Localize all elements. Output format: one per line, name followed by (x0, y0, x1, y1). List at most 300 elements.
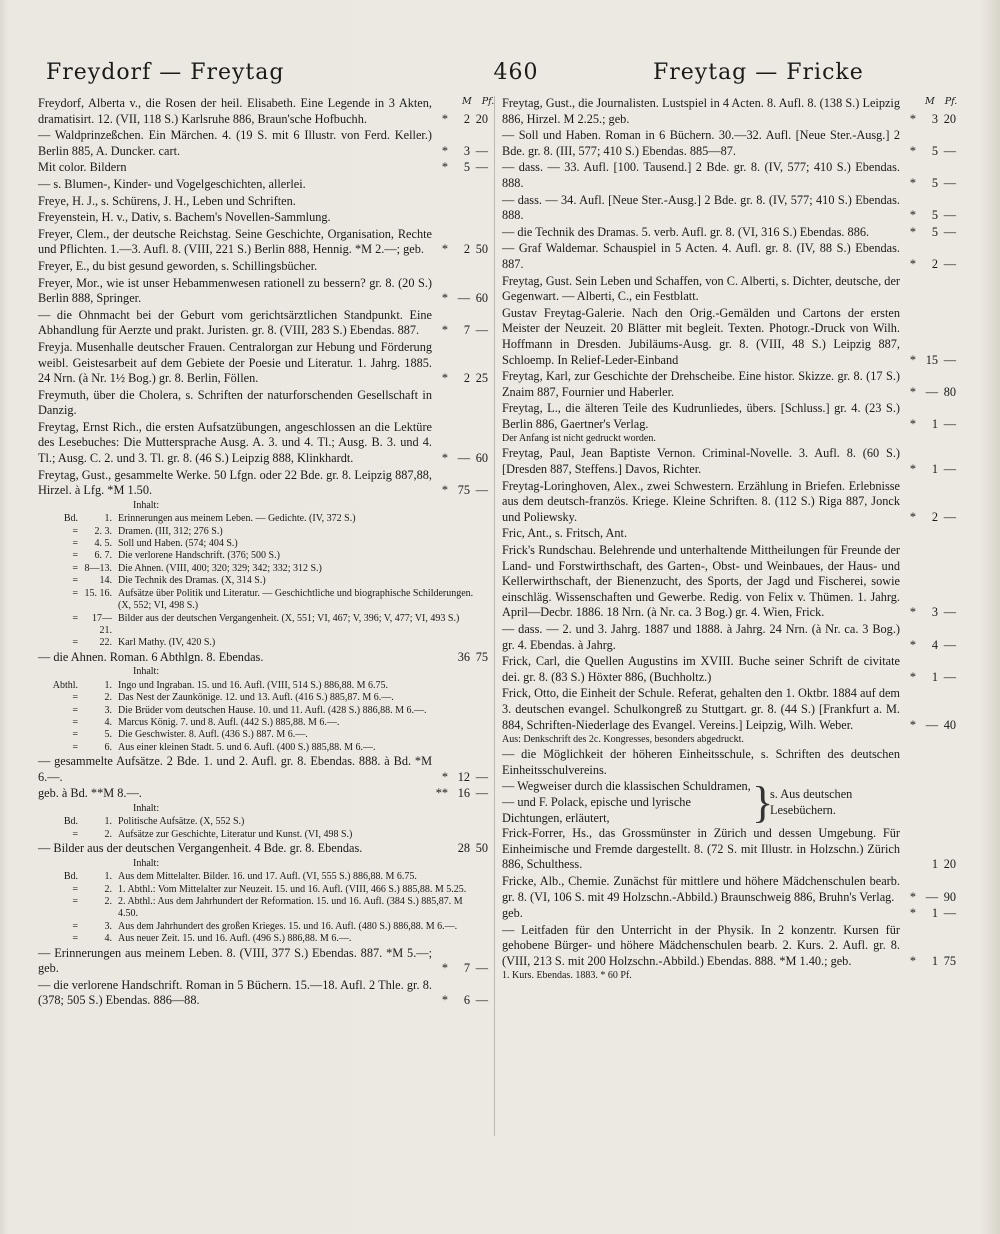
running-header (36, 60, 964, 96)
entry-text: Freytag, Karl, zur Geschichte der Drehscheibe. Eine histor. Skizze. gr. 8. (17 S.) Znaim 887, Fournier und Haberler. (502, 369, 900, 399)
entry-text: Freytag, Gust., die Journalisten. Lustspiel in 4 Acten. 8. Aufl. 8. (138 S.) Leipzig 886, Hirzel. M 2.25.; geb. (502, 96, 900, 126)
entry-price-mark: 75 (457, 483, 470, 498)
contents-number: 4. (104, 716, 112, 728)
entry-text: Frick, Carl, die Quellen Augustins im XVIII. Buche seiner Schrift de civitate dei. gr. 8. (83 S.) Höxter 886, (Buchholtz.) (502, 654, 900, 684)
entry-price-pf: — (943, 416, 956, 431)
contents-number: 2. (104, 828, 112, 840)
entry-price-pf: — (943, 605, 956, 620)
catalog-entry (38, 946, 488, 977)
entry-price-mark: 15 (925, 352, 938, 367)
entry-text: Freytag-Loringhoven, Alex., zwei Schwestern. Erzählung in Briefen. Erlebnisse aus dem deutsch-französ. Kriege. Kleine Schriften. 8. (112 S.) Riga 887, Jonck und Poliewsky. (502, 478, 900, 524)
entry-price-pf: — (475, 143, 488, 158)
contents-label: Inhalt: (133, 802, 160, 814)
brace-item: — und F. Polack, epische und lyrische Dichtungen, erläutert, (502, 794, 691, 825)
contents-title: Die Ahnen. (VIII, 400; 320; 329; 342; 332; 312 S.) (118, 562, 322, 574)
header-left: Freydorf — Freytag (46, 60, 285, 85)
catalog-entry (502, 225, 956, 241)
contents-volume: = (72, 741, 78, 753)
entry-text: Freyer, Clem., der deutsche Reichstag. Seine Geschichte, Organisation, Rechte und Pflichten. 1.—3. Aufl. 8. (VIII, 221 S.) Berlin 888, Hennig. *M 2.—; geb. (38, 226, 432, 257)
contents-volume: = (72, 729, 78, 741)
entry-marker: * (909, 416, 916, 431)
entry-text: Frick-Forrer, Hs., das Grossmünster in Zürich und dessen Umgebung. Für Einheimische und Fremde dargestellt. 8. (72 S. mit Illustr. in Holzschn.) Zürich 886, Schulthess. (502, 826, 900, 872)
entry-price-mark: 1 (931, 462, 938, 477)
contents-title: 2. Abthl.: Aus dem Jahrhundert der Reformation. 15. und 16. Aufl. (384 S.) 885,87. M 4.50. (118, 895, 463, 920)
catalog-entry (38, 420, 488, 467)
entry-price-pf: 40 (943, 717, 956, 732)
contents-volume: Bd. (63, 513, 78, 525)
contents-label: Inhalt: (133, 499, 160, 511)
entry-price-pf: 60 (475, 291, 488, 306)
contents-volume: = (72, 612, 78, 624)
entry-text: — s. Blumen-, Kinder- und Vogelgeschichten, allerlei. (38, 176, 306, 191)
entry-marker: * (909, 224, 916, 239)
entry-text: Gustav Freytag-Galerie. Nach den Orig.-Gemälden und Cartons der ersten Meister der Neuzeit. 20 Blätter mit begleit. Texten. Photogr.-Druck von Wilh. Hoffmann in Dresden. Jubiläums-Ausg. gr. 8. (VIII, 48 S.) Leipzig 887, Schloemp. In Relief-Leder-Einband (502, 305, 900, 367)
contents-list (38, 666, 488, 754)
catalog-entry (38, 786, 488, 802)
entry-price-pf: — (475, 160, 488, 175)
entry-price-mark: 1 (931, 669, 938, 684)
catalog-entry (38, 978, 488, 1009)
entry-marker: * (441, 993, 448, 1008)
contents-number: 2. (104, 895, 112, 907)
contents-title: Die verlorene Handschrift. (376; 500 S.) (118, 550, 280, 562)
entry-marker: * (909, 605, 916, 620)
entry-price-mark: 1 (931, 857, 938, 872)
contents-volume: = (72, 525, 78, 537)
units-left: M Pf. (462, 96, 495, 107)
entry-price-pf: — (475, 993, 488, 1008)
entry-text: — Leitfaden für den Unterricht in der Physik. In 2 konzentr. Kursen für gehobene Bürger- und höhere Mädchenschulen bearb. 2. Kurs. 2. Aufl. gr. 8. (VIII, 213 S. mit 200 Holzschn.-Abbild.) Ebendas. 888. *M 1.40.; geb. (502, 922, 900, 968)
entry-price-pf: — (943, 352, 956, 367)
catalog-entry (38, 210, 488, 226)
contents-number: 1. (104, 871, 112, 883)
entry-text: — die Technik des Dramas. 5. verb. Aufl. gr. 8. (VI, 316 S.) Ebendas. 886. (502, 224, 870, 239)
entry-marker: * (909, 889, 916, 904)
entry-price-mark: — (925, 384, 938, 399)
contents-volume: = (72, 637, 78, 649)
entry-marker: * (909, 111, 916, 126)
entry-price-mark: 5 (931, 143, 938, 158)
entry-marker: * (441, 160, 448, 175)
catalog-entry (38, 128, 488, 159)
entry-price-mark: 5 (931, 175, 938, 190)
contents-volume: Bd. (63, 816, 78, 828)
catalog-entry (502, 526, 956, 542)
entry-price-mark: 1 (931, 953, 938, 968)
catalog-entry (38, 96, 488, 127)
entry-price-mark: 3 (931, 605, 938, 620)
contents-title: Marcus König. 7. und 8. Aufl. (442 S.) 885,88. M 6.—. (118, 716, 340, 728)
contents-title: Aufsätze zur Geschichte, Literatur und Kunst. (VI, 498 S.) (118, 828, 353, 840)
contents-row (38, 575, 488, 587)
contents-volume: = (72, 716, 78, 728)
entry-price-mark: 5 (463, 160, 470, 175)
contents-row (38, 816, 488, 828)
entry-price-mark: 16 (457, 786, 470, 801)
contents-row (38, 538, 488, 550)
entry-price-mark: 5 (931, 208, 938, 223)
entry-marker: * (441, 371, 448, 386)
contents-title: Erinnerungen aus meinem Leben. — Gedichte. (IV, 372 S.) (118, 513, 356, 525)
catalog-entry (502, 970, 956, 982)
contents-number: 15. 16. (84, 587, 112, 599)
catalog-entry (502, 874, 956, 905)
contents-volume: = (72, 828, 78, 840)
entry-marker: * (909, 175, 916, 190)
contents-row (38, 692, 488, 704)
entry-price-mark: — (457, 291, 470, 306)
contents-volume: = (72, 920, 78, 932)
catalog-entry (502, 401, 956, 432)
contents-title: Die Brüder vom deutschen Hause. 10. und 11. Aufl. (428 S.) 886,88. M 6.—. (118, 704, 427, 716)
contents-volume: Bd. (63, 871, 78, 883)
contents-row (38, 933, 488, 945)
contents-volume: = (72, 704, 78, 716)
contents-title: Die Technik des Dramas. (X, 314 S.) (118, 575, 266, 587)
entry-marker: * (909, 906, 916, 921)
contents-number: 3. (104, 920, 112, 932)
entry-text: — die Ohnmacht bei der Geburt vom gerichtsärztlichen Standpunkt. Eine Abhandlung für Aerzte und prakt. Juristen. gr. 8. (VIII, 283 S.) Ebendas. 887. (38, 307, 432, 338)
contents-label: Inhalt: (133, 666, 160, 678)
catalog-entry (38, 227, 488, 258)
contents-row (38, 829, 488, 841)
catalog-entry (502, 906, 956, 922)
entry-marker: * (441, 961, 448, 976)
contents-list (38, 858, 488, 946)
contents-volume: = (72, 538, 78, 550)
catalog-entry (502, 433, 956, 445)
entry-text: Freyer, Mor., wie ist unser Hebammenwesen rationell zu bessern? gr. 8. (20 S.) Berlin 888, Springer. (38, 275, 432, 306)
catalog-entry (502, 479, 956, 526)
contents-number: 3. (104, 704, 112, 716)
entry-marker: * (909, 669, 916, 684)
entry-price-pf: — (943, 256, 956, 271)
entry-marker: * (909, 143, 916, 158)
entry-price-pf: — (943, 224, 956, 239)
entry-marker: * (441, 242, 448, 257)
contents-volume: = (72, 883, 78, 895)
right-column (502, 96, 956, 983)
entry-price-mark: 2 (463, 111, 470, 126)
entry-price-mark: 7 (463, 961, 470, 976)
contents-title: Das Nest der Zaunkönige. 12. und 13. Aufl. (416 S.) 885,87. M 6.—. (118, 692, 394, 704)
entry-price-pf: 90 (943, 889, 956, 904)
contents-label: Inhalt: (133, 857, 160, 869)
entry-marker: * (441, 451, 448, 466)
entry-price-pf: 60 (475, 451, 488, 466)
brace-glyph: } (752, 777, 774, 827)
entry-marker: * (441, 323, 448, 338)
contents-volume: = (72, 895, 78, 907)
entry-marker: * (909, 384, 916, 399)
entry-price-pf: — (475, 769, 488, 784)
contents-row (38, 717, 488, 729)
contents-number: 8—13. (84, 562, 112, 574)
contents-number: 4. 5. (94, 538, 112, 550)
contents-title: Politische Aufsätze. (X, 552 S.) (118, 816, 245, 828)
entry-text: — dass. — 2. und 3. Jahrg. 1887 und 1888. à Jahrg. 24 Nrn. (à Nr. ca. 3 Bog.) gr. 4. Ebendas. à Jahrg. (502, 622, 900, 652)
catalog-entry (502, 241, 956, 272)
contents-number: 6. 7. (94, 550, 112, 562)
contents-number: 4. (104, 933, 112, 945)
contents-number: 1. (104, 816, 112, 828)
catalog-entry (502, 734, 956, 746)
entry-price-mark: — (457, 451, 470, 466)
contents-title: Soll und Haben. (574; 404 S.) (118, 538, 238, 550)
entry-price-pf: 20 (943, 111, 956, 126)
catalog-entry (502, 747, 956, 778)
entry-price-pf: — (943, 175, 956, 190)
contents-number: 2. 3. (94, 525, 112, 537)
entry-text: Freyja. Musenhalle deutscher Frauen. Centralorgan zur Hebung und Förderung weibl. Geistesarbeit auf dem Gebiete der Poesie und Literatur. 1. Jahrg. 1885. 24 Nrn. (à Nr. 1½ Bog.) gr. 8. Berlin, Föllen. (38, 339, 432, 386)
catalog-entry (502, 160, 956, 191)
contents-row (38, 871, 488, 883)
entry-price-mark: 4 (931, 637, 938, 652)
contents-number: 2. (104, 692, 112, 704)
catalog-entry (502, 274, 956, 305)
entry-text: Frick, Otto, die Einheit der Schule. Referat, gehalten den 1. Oktbr. 1884 auf dem 3. deutschen evangel. Schulkongreß zu Stuttgart. gr. 8. (44 S.) [Frankfurt a. M. 884, Schriften-Niederlage des Evangel. Vereins.] Leipzig, Wilh. Weber. (502, 686, 900, 732)
entry-text: — die Möglichkeit der höheren Einheitsschule, s. Schriften des deutschen Einheitsschulvereins. (502, 747, 900, 777)
catalog-entry (502, 826, 956, 873)
catalog-entry (502, 193, 956, 224)
brace-target: s. Aus deutschen Lesebüchern. (770, 787, 853, 817)
contents-title: Aus einer kleinen Stadt. 5. und 6. Aufl. (400 S.) 885,88. M 6.—. (118, 741, 376, 753)
entry-text: geb. à Bd. **M 8.—. (38, 786, 142, 801)
entry-marker: * (909, 208, 916, 223)
entry-price-pf: 50 (475, 242, 488, 257)
catalog-entry (38, 340, 488, 387)
catalog-entry (38, 276, 488, 307)
catalog-entry (38, 160, 488, 176)
contents-number: 17—21. (92, 612, 112, 636)
contents-number: 6. (104, 741, 112, 753)
brace-items (502, 779, 752, 826)
contents-row (38, 742, 488, 754)
entry-text: — die Ahnen. Roman. 6 Abthlgn. 8. Ebendas. (38, 649, 264, 664)
entry-marker: * (909, 717, 916, 732)
contents-row (38, 613, 488, 638)
catalog-entry (38, 177, 488, 193)
entry-price-mark: 7 (463, 323, 470, 338)
entry-price-pf: 20 (943, 857, 956, 872)
entry-price-pf: — (943, 509, 956, 524)
column-divider (494, 96, 495, 1136)
catalog-entry (502, 128, 956, 159)
entry-price-mark: 36 (457, 649, 470, 664)
catalog-entry (502, 543, 956, 621)
contents-row (38, 921, 488, 933)
entry-text: 1. Kurs. Ebendas. 1883. * 60 Pf. (502, 970, 632, 982)
entry-text: Freytag, Gust. Sein Leben und Schaffen, von C. Alberti, s. Dichter, deutsche, der Gegenwart. — Alberti, C., ein Festblatt. (502, 273, 900, 304)
contents-row (38, 637, 488, 649)
page-number: 460 (493, 60, 539, 85)
entry-marker: * (909, 637, 916, 652)
entry-price-mark: 3 (463, 143, 470, 158)
contents-number: 22. (99, 637, 112, 649)
entry-marker: * (909, 462, 916, 477)
catalog-entry (38, 259, 488, 275)
contents-row (38, 705, 488, 717)
entry-marker: * (441, 769, 448, 784)
entry-price-pf: 25 (475, 371, 488, 386)
entry-price-mark: 1 (931, 906, 938, 921)
entry-text: Freyenstein, H. v., Dativ, s. Bachem's Novellen-Sammlung. (38, 210, 331, 225)
entry-text: geb. (502, 906, 523, 921)
entry-price-pf: 75 (475, 649, 488, 664)
catalog-entry (38, 754, 488, 785)
catalog-entry (502, 306, 956, 368)
left-column (38, 96, 488, 1010)
contents-row (38, 729, 488, 741)
contents-volume: = (72, 562, 78, 574)
catalog-entry (38, 841, 488, 857)
entry-text: Fric, Ant., s. Fritsch, Ant. (502, 526, 628, 541)
contents-list (38, 803, 488, 841)
catalog-entry (502, 923, 956, 970)
contents-number: 14. (99, 575, 112, 587)
entry-price-mark: 2 (931, 256, 938, 271)
contents-volume: Abthl. (52, 679, 78, 691)
entry-text: — dass. — 34. Aufl. [Neue Ster.-Ausg.] 2 Bde. gr. 8. (IV, 577; 410 S.) Ebendas. 888. (502, 192, 900, 223)
entry-marker: * (909, 953, 916, 968)
contents-title: Die Geschwister. 8. Aufl. (436 S.) 887. M 6.—. (118, 729, 308, 741)
entry-price-mark: 2 (463, 371, 470, 386)
contents-number: 5. (104, 729, 112, 741)
contents-row (38, 680, 488, 692)
entry-text: Freymuth, über die Cholera, s. Schriften der naturforschenden Gesellschaft in Danzig. (38, 387, 432, 418)
contents-volume: = (72, 575, 78, 587)
entry-price-pf: — (475, 483, 488, 498)
contents-list (38, 500, 488, 650)
entry-price-pf: 20 (475, 111, 488, 126)
catalog-entry (38, 308, 488, 339)
contents-title: Aus neuer Zeit. 15. und 16. Aufl. (496 S.) 886,88. M 6.—. (118, 933, 352, 945)
contents-row (38, 896, 488, 921)
entry-marker: * (909, 352, 916, 367)
contents-volume: = (72, 550, 78, 562)
entry-price-pf: — (943, 669, 956, 684)
entry-price-pf: 75 (943, 953, 956, 968)
brace-item: — Wegweiser durch die klassischen Schuldramen, (502, 779, 751, 794)
contents-row (38, 884, 488, 896)
entry-marker: ** (435, 786, 448, 801)
entry-text: Der Anfang ist nicht gedruckt worden. (502, 433, 656, 445)
contents-volume: = (72, 933, 78, 945)
entry-text: Freytag, L., die älteren Teile des Kudrunliedes, übers. [Schluss.] gr. 4. (23 S.) Berlin 886, Gaertner's Verlag. (502, 401, 900, 431)
catalog-entry (502, 686, 956, 733)
entry-text: — gesammelte Aufsätze. 2 Bde. 1. und 2. Aufl. gr. 8. Ebendas. 888. à Bd. *M 6.—. (38, 754, 432, 784)
contents-row (38, 513, 488, 525)
entry-text: — Graf Waldemar. Schauspiel in 5 Acten. 4. Aufl. gr. 8. (IV, 88 S.) Ebendas. 887. (502, 241, 900, 271)
entry-marker: * (441, 143, 448, 158)
catalog-entry (502, 622, 956, 653)
entry-text: Mit color. Bildern (38, 160, 127, 175)
entry-price-pf: — (943, 906, 956, 921)
entry-price-mark: 2 (463, 242, 470, 257)
contents-title: Aus dem Mittelalter. Bilder. 16. und 17. Aufl. (VI, 555 S.) 886,88. M 6.75. (118, 871, 417, 883)
contents-volume: = (72, 692, 78, 704)
entry-text: — Bilder aus der deutschen Vergangenheit. 4 Bde. gr. 8. Ebendas. (38, 841, 363, 856)
entry-price-pf: — (475, 323, 488, 338)
entry-text: Freydorf, Alberta v., die Rosen der heil. Elisabeth. Eine Legende in 3 Akten, dramatisirt. 12. (VII, 118 S.) Karlsruhe 886, Braun'sche Hofbuchh. (38, 96, 432, 126)
entry-marker: * (909, 256, 916, 271)
entry-marker: * (441, 483, 448, 498)
entry-text: — Erinnerungen aus meinem Leben. 8. (VIII, 377 S.) Ebendas. 887. *M 5.—; geb. (38, 945, 432, 976)
entry-text: Freytag, Paul, Jean Baptiste Vernon. Criminal-Novelle. 3. Aufl. 8. (60 S.) [Dresden 887, Steffens.] Davos, Richter. (502, 446, 900, 477)
contents-title: Bilder aus der deutschen Vergangenheit. (X, 551; VI, 467; V, 396; V, 477; VI, 493 S.) (118, 612, 460, 624)
entry-price-pf: — (475, 961, 488, 976)
entry-price-pf: — (475, 786, 488, 801)
entry-marker: * (441, 291, 448, 306)
entry-price-mark: — (925, 717, 938, 732)
entry-price-pf: — (943, 637, 956, 652)
entry-text: Freyer, E., du bist gesund geworden, s. Schillingsbücher. (38, 258, 318, 273)
catalog-entry (502, 446, 956, 477)
entry-price-mark: — (925, 889, 938, 904)
catalog-entry (502, 369, 956, 400)
contents-number: 1. (104, 513, 112, 525)
entry-price-mark: 12 (457, 769, 470, 784)
catalog-entry (502, 654, 956, 685)
entry-marker: * (909, 509, 916, 524)
contents-number: 2. (104, 883, 112, 895)
entry-price-mark: 6 (463, 993, 470, 1008)
catalog-entry (38, 388, 488, 419)
contents-title: Aufsätze über Politik und Literatur. — Geschichtliche und biographische Schilderungen. (X, 552; VI, 498 S.) (118, 587, 474, 612)
entry-price-pf: — (943, 208, 956, 223)
entry-marker: * (441, 111, 448, 126)
entry-price-pf: — (943, 143, 956, 158)
entry-text: — dass. — 33. Aufl. [100. Tausend.] 2 Bde. gr. 8. (IV, 577; 410 S.) Ebendas. 888. (502, 160, 900, 190)
entry-price-pf: — (943, 462, 956, 477)
catalog-entry (38, 194, 488, 210)
entry-price-mark: 3 (931, 111, 938, 126)
contents-row (38, 550, 488, 562)
contents-row (38, 526, 488, 538)
entry-price-mark: 2 (931, 509, 938, 524)
header-right: Freytag — Fricke (653, 60, 864, 85)
catalog-entry (38, 468, 488, 499)
entry-text: Frick's Rundschau. Belehrende und unterhaltende Mittheilungen für Freunde der Land- und Forstwirthschaft, des Garten-, Obst- und Weinbaues, der Haus- und Kellerwirthschaft, der Bienenzucht, des Sports, der Jagd und Fischerei, sowie einschläg. Wissenschaften und Gewerbe. Redig. von Felix v. Thümen. 1. Jahrg. April—Decbr. 1886. 18 Nrn. (à Nr. ca. 3 Bog.) gr. 4. Wien, Frick. (502, 543, 900, 620)
contents-title: 1. Abthl.: Vom Mittelalter zur Neuzeit. 15. und 16. Aufl. (VIII, 466 S.) 885,88. M 5.25. (118, 883, 467, 895)
entry-text: — Soll und Haben. Roman in 6 Büchern. 30.—32. Aufl. [Neue Ster.-Ausg.] 2 Bde. gr. 8. (III, 577; 410 S.) Ebendas. 885—87. (502, 128, 900, 158)
entry-text: Fricke, Alb., Chemie. Zunächst für mittlere und höhere Mädchenschulen bearb. gr. 8. (VI, 106 S. mit 49 Holzschn.-Abbild.) Braunschweig 886, Bruhn's Verlag. (502, 873, 900, 904)
entry-text: — die verlorene Handschrift. Roman in 5 Büchern. 15.—18. Aufl. 2 Thle. gr. 8. (378; 505 S.) Ebendas. 886—88. (38, 977, 432, 1008)
contents-title: Ingo und Ingraban. 15. und 16. Aufl. (VIII, 514 S.) 886,88. M 6.75. (118, 679, 388, 691)
entry-price-mark: 1 (931, 416, 938, 431)
brace-group (502, 779, 956, 826)
entry-text: — Waldprinzeßchen. Ein Märchen. 4. (19 S. mit 6 Illustr. von Ferd. Keller.) Berlin 885, A. Duncker. cart. (38, 128, 432, 158)
contents-title: Karl Mathy. (IV, 420 S.) (118, 637, 216, 649)
entry-price-mark: 5 (931, 224, 938, 239)
catalog-entry (502, 96, 956, 127)
entry-text: Freytag, Ernst Rich., die ersten Aufsatzübungen, angeschlossen an die Lektüre des Lesebuches: Die Muttersprache Ausg. A. 3. und 4. Tl.; Ausg. B. 3. und 4. Tl.; Ausg. C. 2. und 3. Tl. gr. 8. (46 S.) Leipzig 888, Klinkhardt. (38, 419, 432, 466)
entry-text: Aus: Denkschrift des 2c. Kongresses, besonders abgedruckt. (502, 734, 744, 746)
entry-price-mark: 28 (457, 841, 470, 856)
contents-volume: = (72, 587, 78, 599)
entry-text: Freye, H. J., s. Schürens, J. H., Leben und Schriften. (38, 193, 296, 208)
entry-text: Freytag, Gust., gesammelte Werke. 50 Lfgn. oder 22 Bde. gr. 8. Leipzig 887,88, Hirzel. à Lfg. *M 1.50. (38, 467, 432, 498)
contents-title: Dramen. (III, 312; 276 S.) (118, 525, 223, 537)
contents-number: 1. (104, 679, 112, 691)
entry-price-pf: 50 (475, 841, 488, 856)
units-right: M Pf. (925, 96, 958, 107)
contents-row (38, 588, 488, 613)
contents-title: Aus dem Jahrhundert des großen Krieges. 15. und 16. Aufl. (480 S.) 886,88. M 6.—. (118, 920, 458, 932)
entry-price-pf: 80 (943, 384, 956, 399)
contents-row (38, 563, 488, 575)
catalog-entry (38, 650, 488, 666)
